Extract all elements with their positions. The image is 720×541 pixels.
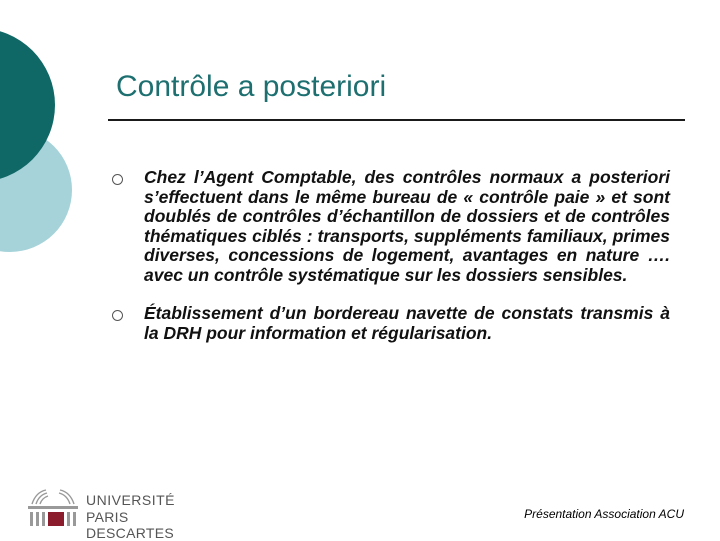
hollow-circle-icon [112, 310, 123, 321]
university-logo [26, 486, 216, 541]
decorative-circles [0, 0, 110, 300]
slide-title: Contrôle a posteriori [116, 70, 387, 103]
bullet-text: Chez l’Agent Comptable, des contrôles normaux a posteriori s’effectuent dans le même bureau de « contrôle paie » et sont doublés de contrôles d’échantillon de dossiers et de contrôles thématiques ciblés : transports, suppléments familiaux, primes diverses, concessions de logement, avantages en nature …. avec un contrôle systématique sur les dossiers sensibles. [144, 167, 670, 285]
list-item [110, 168, 670, 285]
bullet-list [110, 168, 670, 362]
footer-text: Présentation Association ACU [524, 507, 684, 521]
list-item [110, 304, 670, 343]
logo-line-2: PARIS DESCARTES [86, 509, 175, 541]
logo-line-1: UNIVERSITÉ [86, 492, 176, 508]
bullet-text: Établissement d’un bordereau navette de constats transmis à la DRH pour information et régularisation. [144, 303, 670, 343]
hollow-circle-icon [112, 174, 123, 185]
title-divider [108, 119, 685, 121]
university-emblem-icon [26, 486, 82, 528]
